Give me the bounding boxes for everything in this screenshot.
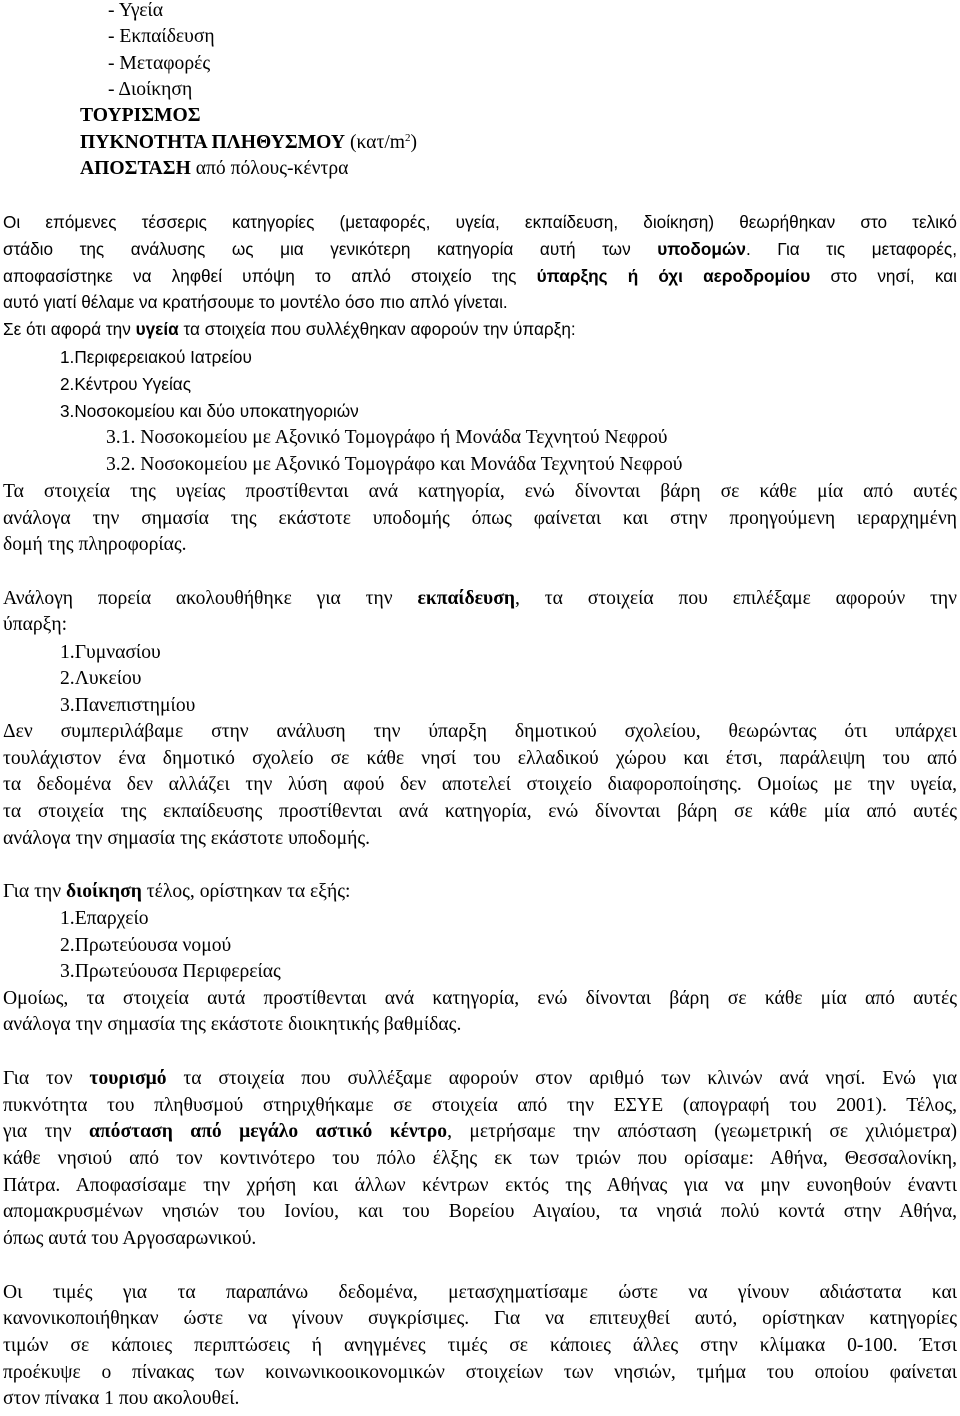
paragraph-line: στάδιο της ανάλυσης ως μια γενικότερη κατηγορία αυτή των υποδομών. Για τις μεταφορές, (3, 239, 957, 259)
list-item: 1.Γυμνασίου (60, 642, 161, 663)
paragraph-line: Για τον τουρισμό τα στοιχεία που συλλέξαμε αφορούν στον αριθμό των κλινών ανά νησί. Ενώ για (3, 1068, 957, 1089)
paragraph-line: όπως αυτά του Αργοσαρωνικού. (3, 1228, 257, 1249)
paragraph-line: ύπαρξη: (3, 614, 68, 635)
list-item: 3.Πανεπιστημίου (60, 695, 196, 716)
paragraph-line: Σε ότι αφορά την υγεία τα στοιχεία που συλλέχθηκαν αφορούν την ύπαρξη: (3, 319, 576, 339)
list-item: - Εκπαίδευση (108, 26, 215, 47)
paragraph-line: για την απόσταση από μεγάλο αστικό κέντρο, μετρήσαμε την απόσταση (γεωμετρική σε χιλιόμετρα) (3, 1121, 957, 1142)
paragraph-line: Για την διοίκηση τέλος, ορίστηκαν τα εξής: (3, 881, 351, 902)
list-item: 1.Επαρχείο (60, 908, 149, 929)
heading-tourism: ΤΟΥΡΙΣΜΟΣ (80, 105, 201, 126)
list-item: 2.Κέντρου Υγείας (60, 374, 191, 394)
heading-distance: ΑΠΟΣΤΑΣΗ από πόλους-κέντρα (80, 158, 349, 179)
paragraph-line: ανάλογα την σημασία της εκάστοτε διοικητικής βαθμίδας. (3, 1014, 462, 1035)
list-item: 1.Περιφερειακού Ιατρείου (60, 347, 252, 367)
paragraph-line: Ομοίως, τα στοιχεία αυτά προστίθενται ανά κατηγορία, ενώ δίνονται βάρη σε κάθε μία από αυτές (3, 988, 957, 1009)
list-item: 3.Πρωτεύουσα Περιφερείας (60, 961, 281, 982)
paragraph-line: τα στοιχεία της εκπαίδευσης προστίθενται ανά κατηγορία, ενώ δίνονται βάρη σε κάθε μία από αυτές (3, 801, 957, 822)
paragraph-line: Πάτρα. Αποφασίσαμε την χρήση και άλλων κέντρων εκτός της Αθήνας για να μην ευνοηθούν έναντι (3, 1175, 957, 1196)
paragraph-line: Τα στοιχεία της υγείας προστίθενται ανά κατηγορία, ενώ δίνονται βάρη σε κάθε μία από αυτές (3, 481, 957, 502)
paragraph-line: ανάλογα την σημασία της εκάστοτε υποδομής όπως φαίνεται και στην προηγούμενη ιεραρχημένη (3, 508, 957, 529)
paragraph-line: αποφασίστηκε να ληφθεί υπόψη το απλό στοιχείο της ύπαρξης ή όχι αεροδρομίου στο νησί, και (3, 266, 957, 286)
list-item: 3.Νοσοκομείου και δύο υποκατηγοριών (60, 401, 359, 421)
list-item: 2.Πρωτεύουσα νομού (60, 935, 232, 956)
list-item: - Μεταφορές (108, 53, 211, 74)
paragraph-line: Οι επόμενες τέσσερις κατηγορίες (μεταφορές, υγεία, εκπαίδευση, διοίκηση) θεωρήθηκαν στο τελικό (3, 212, 957, 232)
list-item: - Υγεία (108, 0, 163, 21)
paragraph-line: στον πίνακα 1 που ακολουθεί. (3, 1388, 240, 1409)
paragraph-line: προέκυψε ο πίνακας των κοινωνικοοικονομικών στοιχείων των νησιών, τμήμα του οποίου φαίνεται (3, 1362, 957, 1383)
sub-list-item: 3.2. Νοσοκομείου με Αξονικό Τομογράφο και Μονάδα Τεχνητού Νεφρού (106, 454, 683, 475)
paragraph-line: ανάλογα την σημασία της εκάστοτε υποδομής. (3, 828, 371, 849)
paragraph-line: Ανάλογη πορεία ακολουθήθηκε για την εκπαίδευση, τα στοιχεία που επιλέξαμε αφορούν την (3, 588, 957, 609)
paragraph-line: πυκνότητα του πληθυσμού στηριχθήκαμε σε στοιχεία από την ΕΣΥΕ (απογραφή του 2001). Τέλος, (3, 1095, 957, 1116)
paragraph-line: αυτό γιατί θέλαμε να κρατήσουμε το μοντέλο όσο πιο απλό γίνεται. (3, 292, 508, 312)
heading-density: ΠΥΚΝΟΤΗΤΑ ΠΛΗΘΥΣΜΟΥ $(\kappa\alpha\tau/m^2)$ (80, 132, 418, 153)
paragraph-line: τιμών σε κάποιες περιπτώσεις ή ανηγμένες τιμές σε κάποιες άλλες στην κλίμακα 0-100. Έτσι (3, 1335, 957, 1356)
paragraph-line: Δεν συμπεριλάβαμε στην ανάλυση την ύπαρξη δημοτικού σχολείου, θεωρώντας ότι υπάρχει (3, 721, 957, 742)
paragraph-line: τουλάχιστον ένα δημοτικό σχολείο σε κάθε νησί του ελλαδικού χώρου και έτσι, παράλειψη του από (3, 748, 957, 769)
paragraph-line: κανονικοποιήθηκαν ώστε να γίνουν συγκρίσιμες. Για να επιτευχθεί αυτό, ορίστηκαν κατηγορίες (3, 1308, 957, 1329)
list-item: 2.Λυκείου (60, 668, 142, 689)
paragraph-line: απομακρυσμένων νησιών του Ιονίου, και του Βορείου Αιγαίου, τα νησιά πολύ κοντά στην Αθήνα, (3, 1201, 957, 1222)
sub-list-item: 3.1. Νοσοκομείου με Αξονικό Τομογράφο ή Μονάδα Τεχνητού Νεφρού (106, 427, 668, 448)
paragraph-line: δομή της πληροφορίας. (3, 534, 187, 555)
list-item: - Διοίκηση (108, 79, 193, 100)
paragraph-line: τα δεδομένα δεν αλλάζει την λύση αφού δεν αποτελεί στοιχείο διαφοροποίησης. Ομοίως με την υγεία, (3, 774, 957, 795)
paragraph-line: Οι τιμές για τα παραπάνω δεδομένα, μετασχηματίσαμε ώστε να γίνουν αδιάστατα και (3, 1282, 957, 1303)
paragraph-line: κάθε νησιού από τον κοντινότερο του πόλο έλξης εκ των τριών που ορίσαμε: Αθήνα, Θεσσαλονίκη, (3, 1148, 957, 1169)
